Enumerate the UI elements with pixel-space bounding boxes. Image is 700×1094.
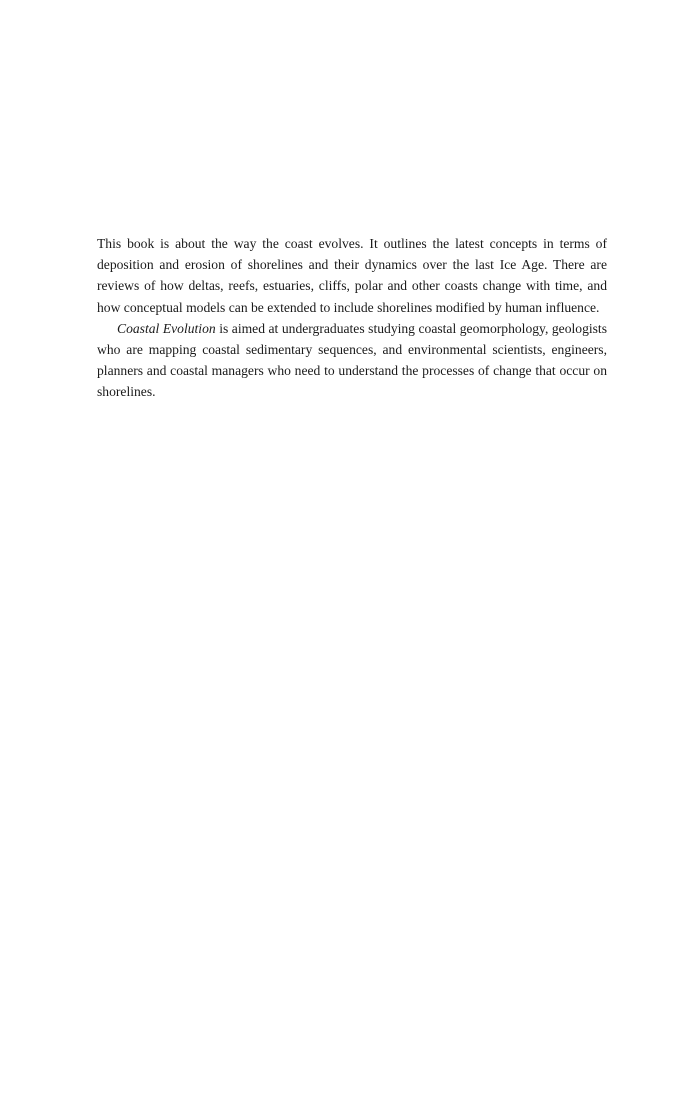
blurb-paragraph-2: [97, 318, 607, 403]
blurb-paragraph-2-text: is aimed at undergraduates studying coastal geomorphology, geologists who are mapping coastal sedimentary sequences, and environmental scientists, engineers, planners and coastal managers who need to understand the processes of change that occur on shorelines.: [97, 320, 608, 400]
book-blurb: [97, 233, 607, 403]
book-title: Coastal Evolution: [117, 320, 216, 336]
blurb-paragraph-1: This book is about the way the coast evolves. It outlines the latest concepts in terms of deposition and erosion of shorelines and their dynamics over the last Ice Age. There are reviews of how deltas, reefs, estuaries, cliffs, polar and other coasts change with time, and how conceptual models can be extended to include shorelines modified by human influence.: [97, 236, 607, 315]
